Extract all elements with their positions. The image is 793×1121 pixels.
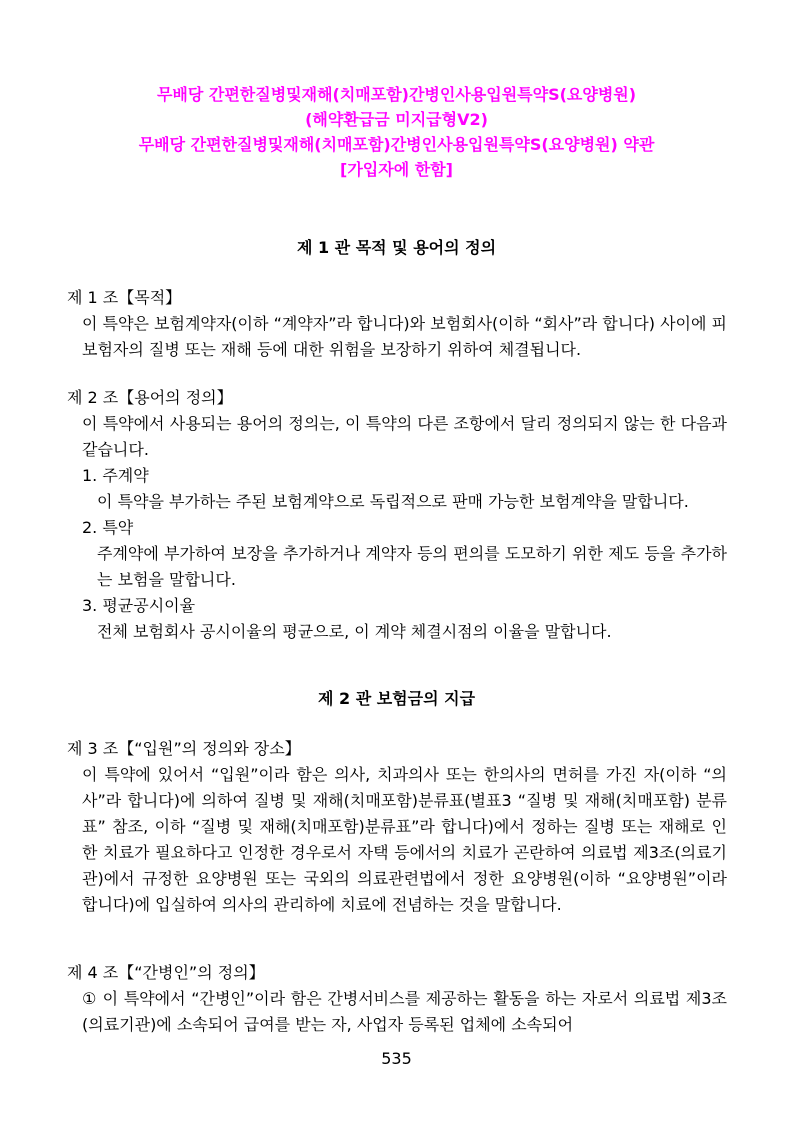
section-title-2: 제 2 관 보험금의 지급	[317, 689, 476, 708]
page-number: 535	[381, 1049, 412, 1068]
article-body: ① 이 특약에서 “간병인”이라 함은 간병서비스를 제공하는 활동을 하는 자로서 의료법 제3조(의료기관)에 소속되어 급여를 받는 자, 사업자 등록된 업체에 소속되어	[82, 989, 727, 1034]
definition-item-text: 이 특약을 부가하는 주된 보험계약으로 독립적으로 판매 가능한 보험계약을 말합니다.	[97, 492, 689, 511]
definition-item-label: 3. 평균공시이율	[82, 596, 196, 615]
article-3	[67, 736, 727, 918]
article-body: 이 특약에서 사용되는 용어의 정의는, 이 특약의 다른 조항에서 달리 정의되지 않는 한 다음과 같습니다.	[82, 414, 727, 459]
article-2	[67, 385, 727, 645]
article-heading: 제 3 조【“입원”의 정의와 장소】	[67, 739, 301, 758]
article-heading: 제 2 조【용어의 정의】	[67, 388, 233, 407]
article-body: 이 특약에 있어서 “입원”이라 함은 의사, 치과의사 또는 한의사의 면허를 가진 자(이하 “의사”라 합니다)에 의하여 질병 및 재해(치매포함)분류표(별표3 “질병 및 재해(치매포함) 분류표” 참조, 이하 “질병 및 재해(치매포함)분류표”라 합니다)에서 정하는 질병 또는 재해로 인한 치료가 필요하다고 인정한 경우로서 자택 등에서의 치료가 곤란하여 의료법 제3조(의료기관)에서 규정한 요양병원 또는 국외의 의료관련법에서 정한 요양병원(이하 “요양병원”이라 합니다)에 입실하여 의사의 관리하에 치료에 전념하는 것을 말합니다.	[82, 765, 727, 914]
title-line-4: [가입자에 한함]	[340, 160, 453, 179]
document-title	[0, 82, 793, 182]
title-line-2: (해약환급금 미지급형V2)	[305, 110, 488, 129]
article-1	[67, 285, 727, 363]
definition-item-text: 전체 보험회사 공시이율의 평균으로, 이 계약 체결시점의 이율을 말합니다.	[97, 622, 612, 641]
title-line-1: 무배당 간편한질병및재해(치매포함)간병인사용입원특약S(요양병원)	[156, 85, 637, 104]
article-heading: 제 1 조【목적】	[67, 288, 182, 307]
article-heading: 제 4 조【“간병인”의 정의】	[67, 963, 265, 982]
definition-item-label: 1. 주계약	[82, 466, 149, 485]
definition-item-label: 2. 특약	[82, 518, 134, 537]
article-body: 이 특약은 보험계약자(이하 “계약자”라 합니다)와 보험회사(이하 “회사”라 합니다) 사이에 피보험자의 질병 또는 재해 등에 대한 위험을 보장하기 위하여 체결됩니다.	[82, 314, 727, 359]
article-4	[67, 960, 727, 1038]
title-line-3: 무배당 간편한질병및재해(치매포함)간병인사용입원특약S(요양병원) 약관	[138, 135, 655, 154]
definition-item-text: 주계약에 부가하여 보장을 추가하거나 계약자 등의 편의를 도모하기 위한 제도 등을 추가하는 보험을 말합니다.	[97, 544, 727, 589]
section-title-1: 제 1 관 목적 및 용어의 정의	[296, 238, 497, 257]
